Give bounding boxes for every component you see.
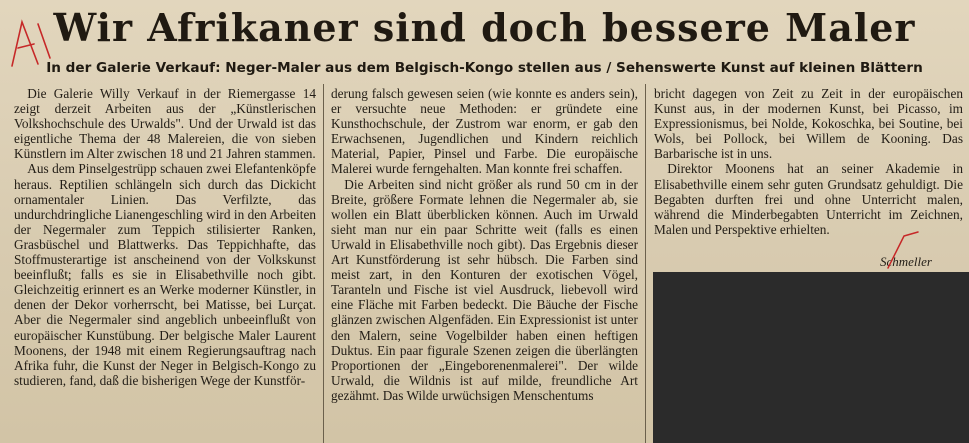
column-rule-2: [645, 84, 646, 443]
article-column-3: [654, 86, 963, 237]
paragraph: derung falsch gewesen seien (wie konnte es anders sein), er versuchte neue Methoden: er gründete eine Kunsthochschule, der Zustrom war enorm, er gab den Erwachsenen, Jugendlichen und Kindern reichlich Material, Papier, Pinsel und Farbe. Die europäische Malerei wurde ferngehalten. Man konnte frei schaffen.: [331, 86, 638, 177]
column-rule-1: [323, 84, 324, 443]
article-headline: Wir Afrikaner sind doch bessere Maler: [53, 5, 916, 50]
article-column-1: [14, 86, 316, 388]
paragraph: Die Galerie Willy Verkauf in der Riemergasse 14 zeigt derzeit Arbeiten aus der „Künstlerischen Volkshochschule des Urwalds". Und der Urwald ist das eigentliche Thema der 48 Malereien, die von sieben Künstlern im Alter zwischen 18 und 21 Jahren stammen.: [14, 86, 316, 162]
paragraph: Aus dem Pinselgestrüpp schauen zwei Elefantenköpfe heraus. Reptilien schlängeln sich durch das Dickicht ornamentaler Linien. Das Verfilzte, das undurchdringliche Lianengeschling wird in den Arbeiten der Negermaler zum Teppich stilisierter Ranken, Grasbüschel und Blattwerks. Das Teppichhafte, das Stoffmusterartige ist anscheinend von der Volkskunst beeinflußt; falls es sie in Elisabethville noch gibt. Gleichzeitig erinnert es an Werke moderner Künstler, in denen der Dekor vorherrscht, bei Matisse, bei Lurçat. Aber die Negermaler sind angeblich unbeeinflußt von europäischer Kunstübung. Der belgische Maler Laurent Moonens, der 1948 mit einem Regierungsauftrag nach Afrika fuhr, die Kunst der Neger in Belgisch-Kongo zu studieren, fand, daß die bisherigen Wege der Kunstför-: [14, 161, 316, 388]
paragraph: Die Arbeiten sind nicht größer als rund 50 cm in der Breite, größere Formate lehnen die Negermaler ab, sie wollen ein Blatt überblicken können. Auch im Urwald sieht man nur ein paar Schritte weit (falls es einen Urwald in Elisabethville noch gibt). Das Ergebnis dieser Art Kunstförderung ist sehr hübsch. Die Farben sind meist zart, in den Konturen der exotischen Vögel, Taranteln und Fische ist viel Ausdruck, liebevoll wird eine Fläche mit Farben bedeckt. Die Bäuche der Fische glänzen zwischen Algenfäden. Ein Expressionist ist unter den Malern, seine Vogelbilder haben einen heftigen Duktus. Ein paar figurale Szenen zeigen die überlängten Proportionen der „Eingeborenenmalerei". Der wilde Urwald, die Wildnis ist auf milde, freundliche Art gezähmt. Das Wilde urwüchsigen Menschentums: [331, 176, 638, 403]
dark-background-area: [653, 272, 969, 443]
article-subheadline: In der Galerie Verkauf: Neger-Maler aus dem Belgisch-Kongo stellen aus / Sehenswerte Kunst auf kleinen Blättern: [46, 60, 923, 76]
paragraph: bricht dagegen von Zeit zu Zeit in der europäischen Kunst aus, in der modernen Kunst, bei Picasso, im Expressionismus, bei Nolde, Kokoschka, bei Soutine, bei Wols, bei Pollock, bei Willem de Kooning. Das Barbarische ist in uns.: [654, 86, 963, 162]
author-byline: Schmeller: [880, 254, 932, 269]
article-column-2: [331, 86, 638, 403]
paragraph: Direktor Moonens hat an seiner Akademie in Elisabethville einem sehr guten Grundsatz gehuldigt. Die Begabten durften frei und ohne Unterricht malen, während die Minderbegabten Unterricht im Zeichnen, Malen und Perspektive erhielten.: [654, 161, 963, 237]
